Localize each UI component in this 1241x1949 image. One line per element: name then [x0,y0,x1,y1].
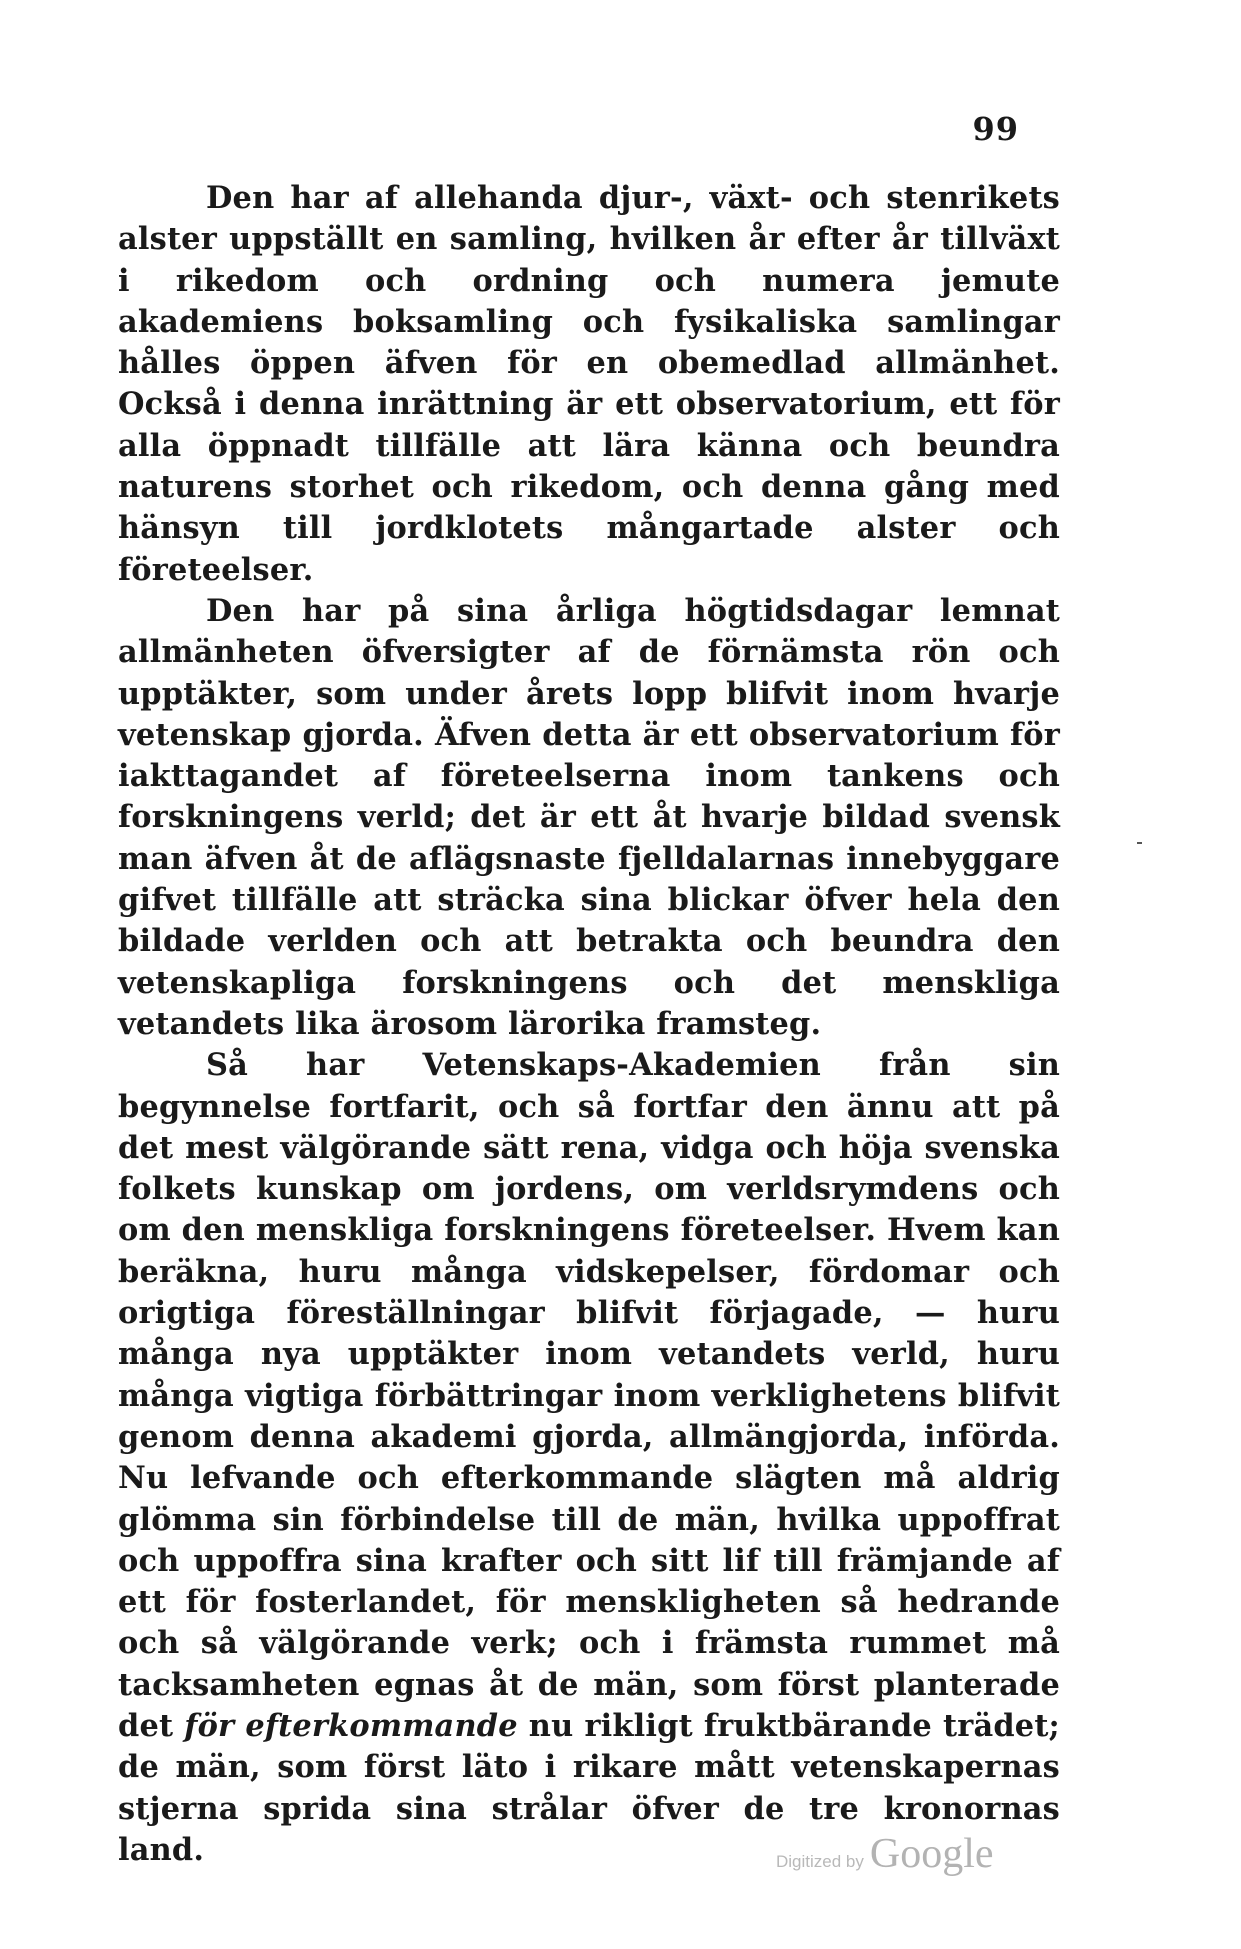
paragraph-3-text-end: nu rikligt fruktbärande trädet; de män, som först läto i rikare mått vetenskapernas stjerna sprida sina strålar öfver de tre kronornas land. [118,1707,1060,1868]
paragraph-1 [118,178,1060,591]
paragraph-3-italic-phrase: för efterkommande [184,1707,518,1744]
paragraph-1-text: Den har af allehanda djur-, växt- och stenrikets alster uppställt en samling, hvilken år efter år tillväxt i rikedom och ordning och numera jemute akademiens boksamling och fysikaliska samlingar hålles öppen äfven för en obemedlad allmänhet. Också i denna inrättning är ett observatorium, ett för alla öppnadt tillfälle att lära känna och beundra naturens storhet och rikedom, och denna gång med hänsyn till jordklotets mångartade alster och företeelser. [118,180,1060,588]
paragraph-3-text-start: Så har Vetenskaps-Akademien från sin begynnelse fortfarit, och så fortfar den ännu att på det mest välgörande sätt rena, vidga och höja svenska folkets kunskap om jordens, om verldsrymdens och om den menskliga forskningens företeelser. Hvem kan beräkna, huru många vidskepelser, fördomar och origtiga föreställningar blifvit förjagade, — huru många nya upptäkter inom vetandets verld, huru många vigtiga förbättringar inom verklighetens blifvit genom denna akademi gjorda, allmängjorda, införda. Nu lefvande och efterkommande slägten må aldrig glömma sin förbindelse till de män, hvilka uppoffrat och uppoffra sina krafter och sitt lif till främjande af ett för fosterlandet, för menskligheten så hedrande och så välgörande verk; och i främsta rummet må tacksamheten egnas åt de män, som först planterade det [118,1047,1060,1744]
page-number: 99 [972,110,1019,148]
paragraph-2 [118,591,1060,1045]
digitized-by-watermark [776,1830,1056,1890]
paragraph-3 [118,1045,1060,1871]
watermark-prefix: Digitized by [776,1852,864,1871]
body-text [118,178,1060,1871]
google-logo: Google [869,1831,994,1877]
paragraph-2-text: Den har på sina årliga högtidsdagar lemnat allmänheten öfversigter af de förnämsta rön och upptäkter, som under årets lopp blifvit inom hvarje vetenskap gjorda. Äfven detta är ett observatorium för iakttagandet af företeelserna inom tankens och forskningens verld; det är ett åt hvarje bildad svensk man äfven åt de aflägsnaste fjelldalarnas innebyggare gifvet tillfälle att sträcka sina blickar öfver hela den bildade verlden och att betrakta och beundra den vetenskapliga forskningens och det menskliga vetandets lika ärosom lärorika framsteg. [118,592,1060,1042]
scan-speck [1137,842,1142,844]
